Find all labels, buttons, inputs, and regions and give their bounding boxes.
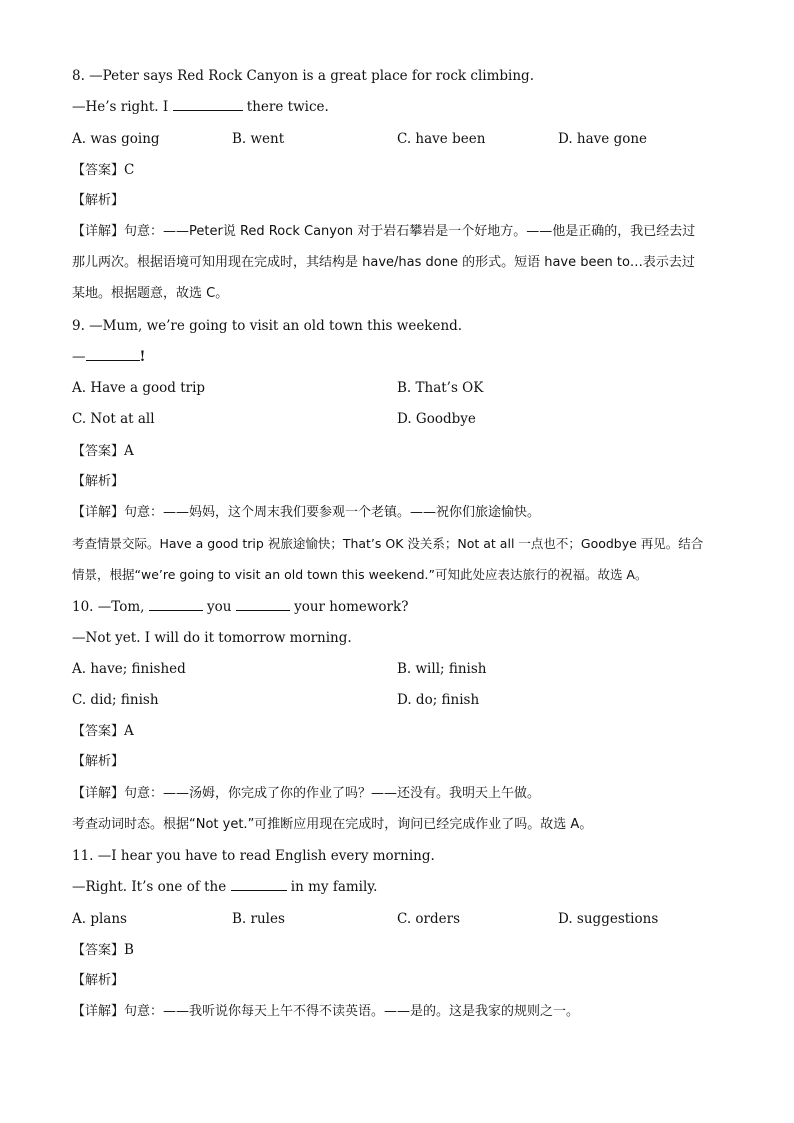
- q11-stem-line2: [72, 878, 732, 896]
- q9-detail-line3: 情景，根据“we’re going to visit an old town this weekend.”可知此处应表达旅行的祝福。故选 A。: [72, 567, 648, 582]
- q10-stem-c: your homework?: [289, 599, 409, 615]
- q9-blank: [86, 348, 140, 361]
- q10-blank-2: [236, 598, 290, 611]
- q10-detail-line1: [72, 785, 732, 803]
- q9-option-c: C. Not at all: [72, 411, 155, 427]
- q9-answer: [72, 442, 732, 461]
- q11-stem: 11. —I hear you have to read English every morning.: [72, 848, 435, 864]
- q9-option-b: B. That’s OK: [397, 380, 484, 396]
- q11-detail-line1: [72, 1003, 732, 1021]
- q9-analysis-label: 【解析】: [72, 474, 125, 489]
- q8-detail-text1: 句意：——Peter说 Red Rock Canyon 对于岩石攀岩是一个好地方。——他是正确的，我已经去过: [124, 224, 696, 239]
- q9-detail-line1: [72, 504, 732, 522]
- q9-stem: 9. —Mum, we’re going to visit an old town this weekend.: [72, 318, 463, 334]
- q11-stem2-after: in my family.: [286, 879, 378, 895]
- q11-option-b: B. rules: [232, 911, 285, 927]
- q8-stem2-after: there twice.: [242, 99, 329, 115]
- q10-detail-text1: 句意：——汤姆，你完成了你的作业了吗？——还没有。我明天上午做。: [124, 786, 541, 801]
- q11-answer-value: B: [124, 942, 134, 958]
- q9-stem2-before: —: [72, 349, 86, 365]
- q10-answer: [72, 722, 732, 741]
- q9-detail-label: 【详解】: [72, 505, 125, 520]
- q10-option-a: A. have; finished: [72, 661, 186, 677]
- q10-detail-line2: 考查动词时态。根据“Not yet.”可推断应用现在完成时，询问已经完成作业了吗。故选 A。: [72, 817, 593, 832]
- q9-answer-label: 【答案】: [72, 444, 125, 459]
- q10-stem: [72, 598, 732, 616]
- q8-answer: [72, 161, 732, 180]
- q8-option-c: C. have been: [397, 131, 486, 147]
- q11-detail-label: 【详解】: [72, 1004, 125, 1019]
- q9-stem-line2: [72, 348, 732, 366]
- q9-detail-line2: 考查情景交际。Have a good trip 祝旅途愉快；That’s OK 没关系；Not at all 一点也不；Goodbye 再见。结合: [72, 536, 704, 551]
- q8-option-d: D. have gone: [558, 131, 648, 147]
- q11-answer: [72, 941, 732, 960]
- q9-option-a: A. Have a good trip: [72, 380, 206, 396]
- q10-detail-label: 【详解】: [72, 786, 125, 801]
- q9-stem2-after: !: [139, 349, 146, 365]
- q11-option-c: C. orders: [397, 911, 461, 927]
- q10-option-c: C. did; finish: [72, 692, 159, 708]
- q8-detail-line3: 某地。根据题意，故选 C。: [72, 286, 229, 301]
- q10-stem-line2: —Not yet. I will do it tomorrow morning.: [72, 630, 352, 646]
- q8-detail-line2: 那儿两次。根据语境可知用现在完成时，其结构是 have/has done 的形式。短语 have been to…表示去过: [72, 255, 695, 270]
- q10-option-d: D. do; finish: [397, 692, 480, 708]
- q8-detail-label: 【详解】: [72, 224, 125, 239]
- q11-option-d: D. suggestions: [558, 911, 659, 927]
- q11-detail-text1: 句意：——我听说你每天上午不得不读英语。——是的。这是我家的规则之一。: [124, 1004, 580, 1019]
- q8-stem: 8. —Peter says Red Rock Canyon is a great place for rock climbing.: [72, 68, 534, 84]
- q8-stem2-before: —He’s right. I: [72, 99, 173, 115]
- q8-blank: [173, 98, 243, 111]
- q10-analysis-label: 【解析】: [72, 754, 125, 769]
- q11-answer-label: 【答案】: [72, 943, 125, 958]
- q10-stem-b: you: [202, 599, 236, 615]
- q10-option-b: B. will; finish: [397, 661, 487, 677]
- q10-answer-value: A: [124, 723, 134, 739]
- q8-detail-line1: [72, 223, 732, 241]
- q11-blank: [231, 878, 287, 891]
- q11-analysis-label: 【解析】: [72, 973, 125, 988]
- q11-option-a: A. plans: [72, 911, 127, 927]
- q10-stem-a: 10. —Tom,: [72, 599, 149, 615]
- q9-detail-text1: 句意：——妈妈，这个周末我们要参观一个老镇。——祝你们旅途愉快。: [124, 505, 541, 520]
- q8-answer-value: C: [124, 162, 135, 178]
- q8-option-b: B. went: [232, 131, 285, 147]
- q11-stem2-before: —Right. It’s one of the: [72, 879, 231, 895]
- q8-stem-line2: [72, 98, 732, 116]
- q9-option-d: D. Goodbye: [397, 411, 476, 427]
- q8-analysis-label: 【解析】: [72, 193, 125, 208]
- q9-answer-value: A: [124, 443, 134, 459]
- q10-answer-label: 【答案】: [72, 724, 125, 739]
- q10-blank-1: [149, 598, 203, 611]
- q8-answer-label: 【答案】: [72, 163, 125, 178]
- q8-option-a: A. was going: [72, 131, 160, 147]
